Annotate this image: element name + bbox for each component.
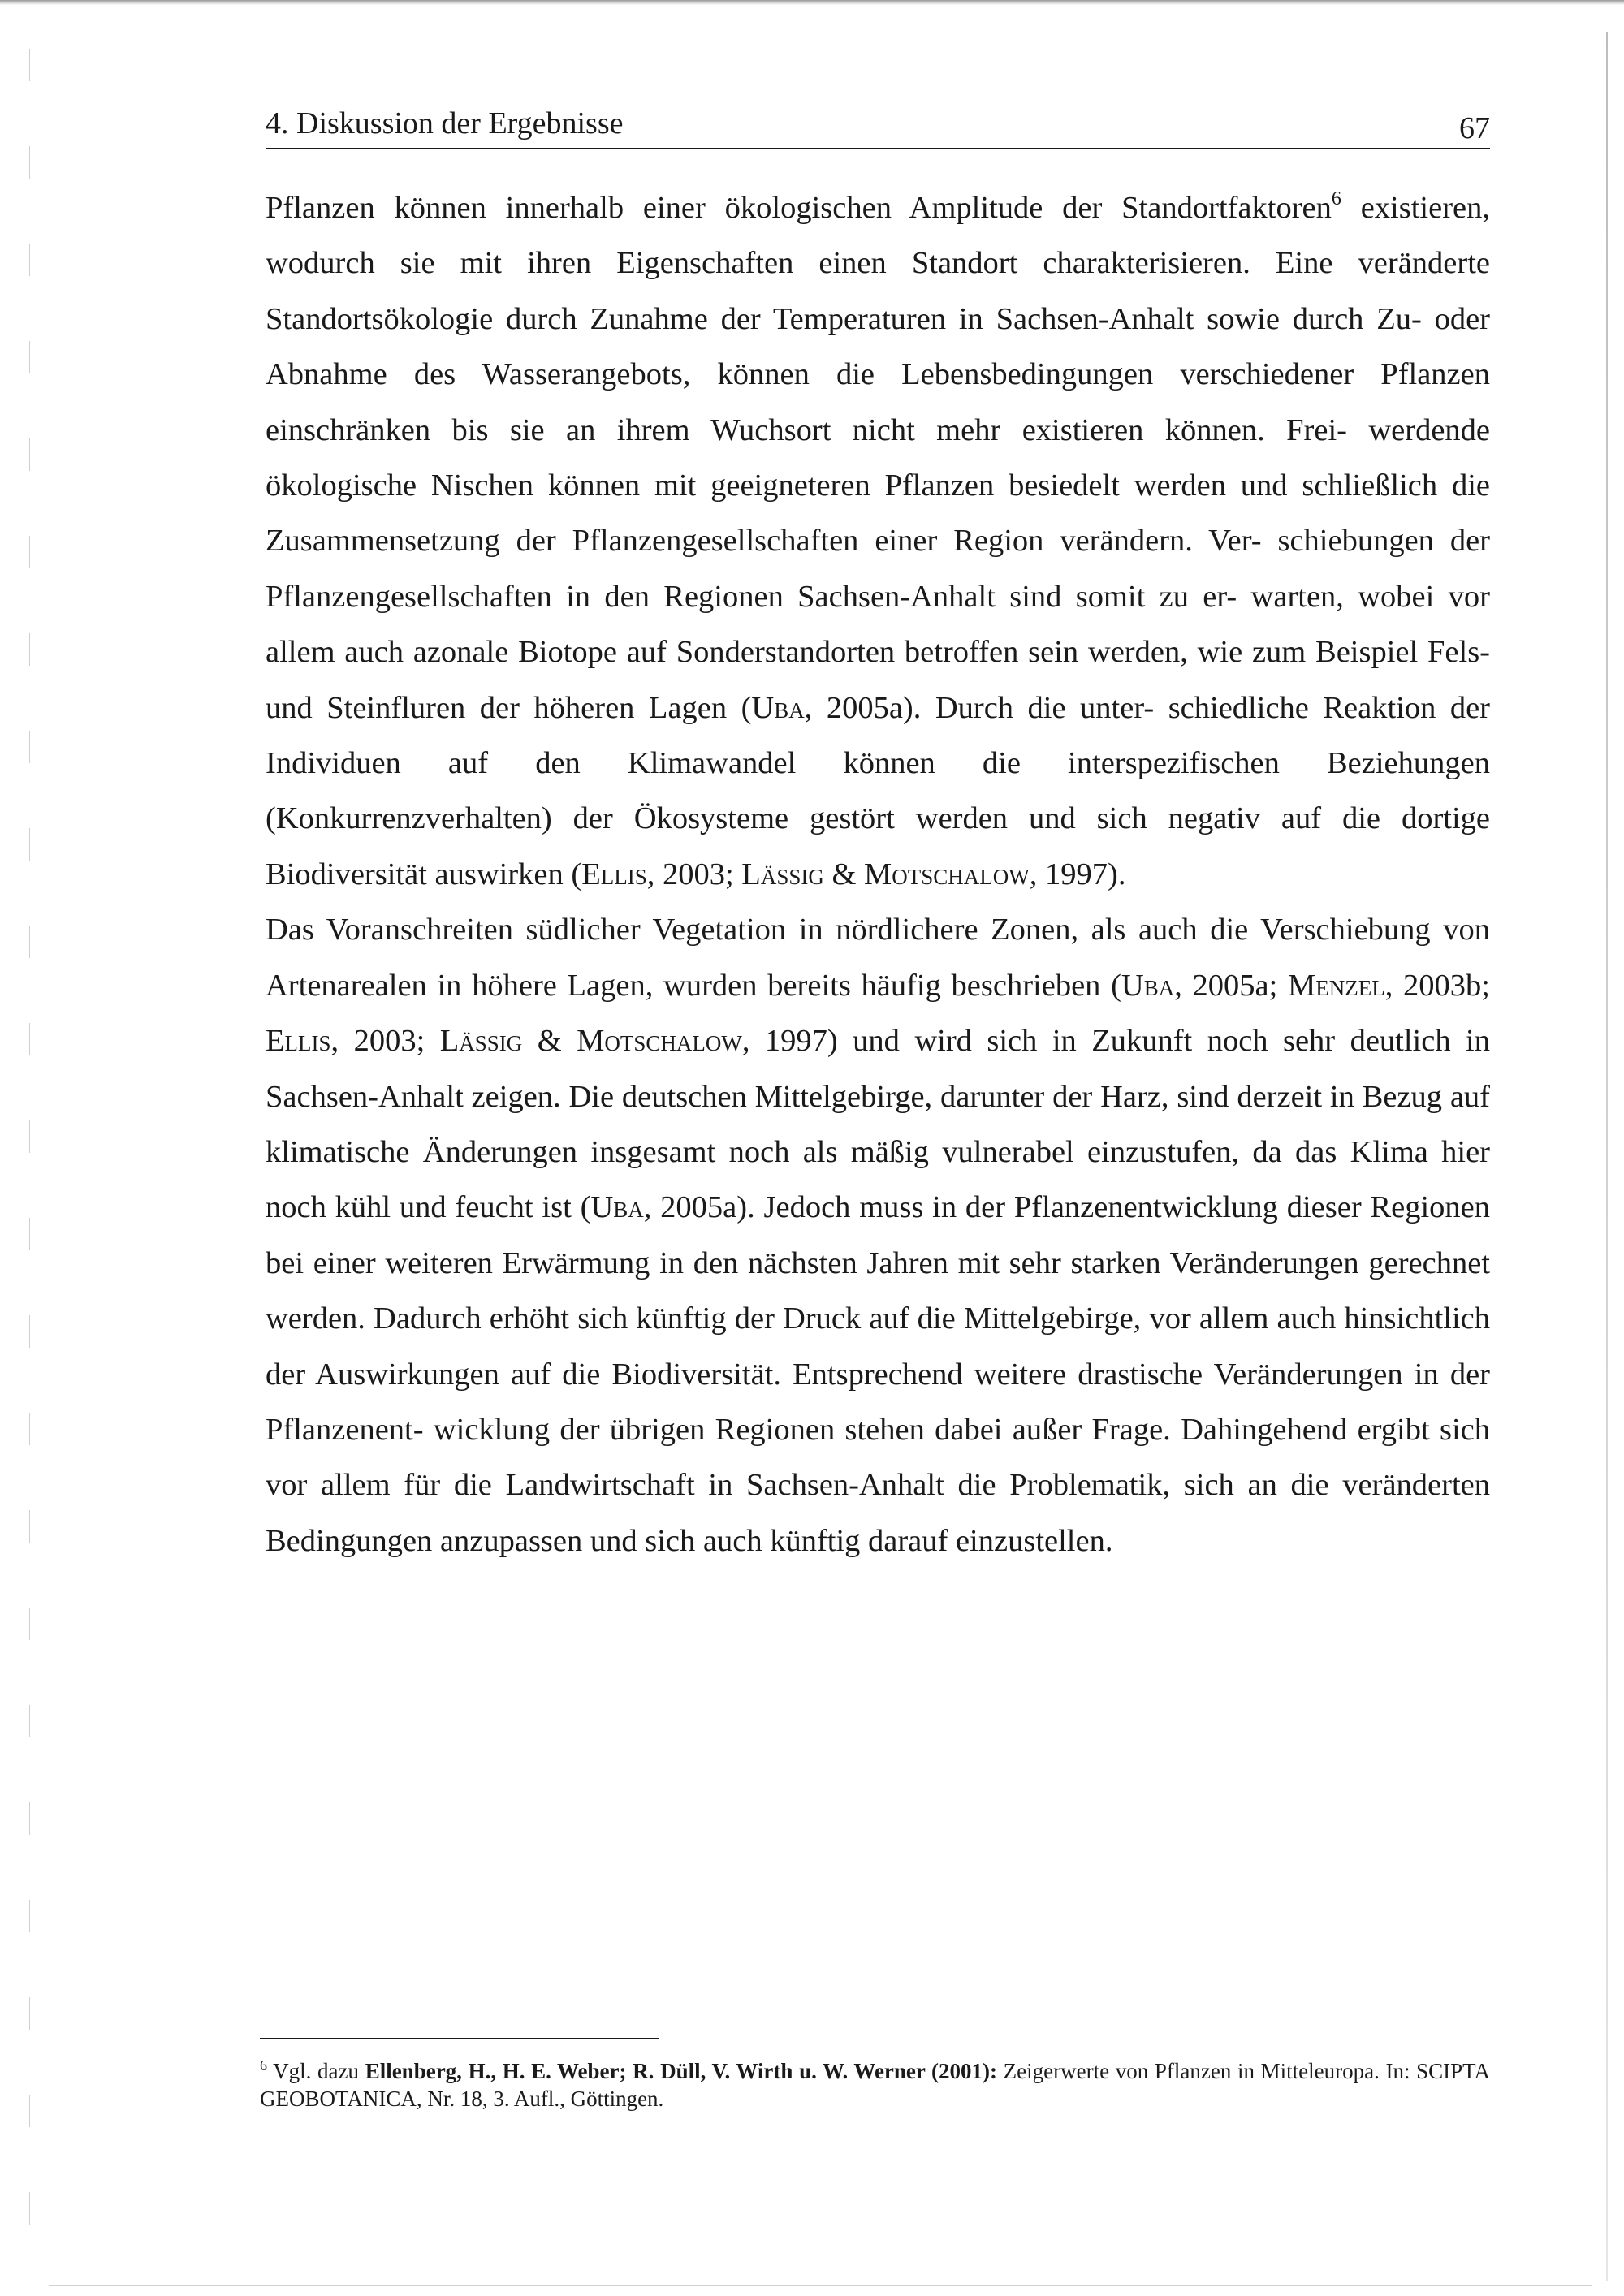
scan-edge-left <box>29 49 30 2241</box>
paragraph-text: , 1997) und wird sich in Zukunft noch sehr deutlich in Sachsen-Anhalt zeigen. Die deutschen Mittelgebirge, darunter der Harz, sind derzeit in Bezug auf klimatische Änderungen insgesamt noch als mäßig vulnerabel einzustufen, da das Klima hier noch kühl und feucht ist ( <box>266 1024 1490 1225</box>
footnote-text: Zeigerwerte von Pflanzen in Mitteleuropa. In: SCIPTA GEOBOTANICA, Nr. 18, 3. Aufl., Göttingen. <box>260 2059 1491 2111</box>
citation-author: Menzel <box>1288 968 1385 1003</box>
chapter-title: 4. Diskussion der Ergebnisse <box>266 106 624 140</box>
page-number: 67 <box>1459 111 1490 145</box>
paragraph-text: , 2005a). Jedoch muss in der Pflanzenentwicklung dieser Regionen bei einer weiteren Erwärmung in den nächsten Jahren mit sehr starken Veränderungen gerechnet werden. Dadurch erhöht sich künftig der Druck auf die Mittelgebirge, vor allem auch hinsichtlich der Auswirkungen auf die Biodiversität. Entsprechend weitere drastische Veränderungen in der Pflanzenent- wicklung der übrigen Regionen stehen dabei außer Frage. Dahingehend ergibt sich vor allem für die Landwirtschaft in Sachsen-Anhalt die Problematik, sich an die veränderten Bedingungen anzupassen und sich auch künftig darauf einzustellen. <box>266 1190 1490 1558</box>
footnote-separator <box>260 2038 659 2039</box>
paragraph-text: , 2003; <box>646 857 742 891</box>
paragraph-text: , 1997). <box>1029 857 1126 891</box>
citation-author: Uba <box>751 690 805 725</box>
citation-author: Uba <box>1121 968 1175 1003</box>
paragraph-1 <box>266 180 1490 902</box>
paragraph-text: Pflanzen können innerhalb einer ökologischen Amplitude der Standortfaktoren <box>266 191 1332 225</box>
footnote-text: Vgl. dazu <box>267 2059 365 2083</box>
citation-author: Uba <box>590 1190 644 1225</box>
paragraph-text: , 2003; <box>330 1024 440 1059</box>
scan-edge-right <box>1606 32 1608 2281</box>
paragraph-text: , 2005a). Durch die unter- schiedliche Reaktion der Individuen auf den Klimawandel können die interspezifischen Beziehungen (Konkurrenzverhalten) der Ökosysteme gestört werden und sich negativ auf die dortige Biodiversität auswirken ( <box>266 690 1490 891</box>
body-text <box>266 180 1490 1569</box>
footnote-reference: 6 <box>1331 188 1341 209</box>
footnote <box>260 2057 1490 2113</box>
scan-edge-bottom <box>49 2285 1592 2286</box>
paragraph-text: , 2003b; <box>1384 968 1490 1003</box>
footnote-authors: Ellenberg, H., H. E. Weber; R. Düll, V. Wirth u. W. Werner (2001): <box>365 2059 998 2083</box>
citation-author: Ellis <box>266 1024 331 1059</box>
paragraph-text: , 2005a; <box>1174 968 1289 1003</box>
running-header <box>266 106 1490 149</box>
scan-edge-top <box>0 0 1624 5</box>
citation-author: Lässig & Motschalow <box>439 1024 742 1059</box>
paragraph-text: existieren, wodurch sie mit ihren Eigenschaften einen Standort charakterisieren. Eine veränderte Standortsökologie durch Zunahme der Temperaturen in Sachsen-Anhalt sowie durch Zu- oder Abnahme des Wasserangebots, können die Lebensbedingungen verschiedener Pflanzen einschränken bis sie an ihrem Wuchsort nicht mehr existieren können. Frei- werdende ökologische Nischen können mit geeigneteren Pflanzen besiedelt werden und schließlich die Zusammensetzung der Pflanzengesellschaften einer Region verändern. Ver- schiebungen der Pflanzengesellschaften in den Regionen Sachsen-Anhalt sind somit zu er- warten, wobei vor allem auch azonale Biotope auf Sonderstandorten betroffen sein werden, wie zum Beispiel Fels- und Steinfluren der höheren Lagen ( <box>266 191 1490 725</box>
citation-author: Lässig & Motschalow <box>741 857 1030 891</box>
citation-author: Ellis <box>581 857 647 891</box>
paragraph-2 <box>266 902 1490 1569</box>
footnote-marker: 6 <box>260 2057 267 2074</box>
paragraph-text: Das Voranschreiten südlicher Vegetation in nördlichere Zonen, als auch die Verschiebung von Artenarealen in höhere Lagen, wurden bereits häufig beschrieben ( <box>266 913 1490 1003</box>
